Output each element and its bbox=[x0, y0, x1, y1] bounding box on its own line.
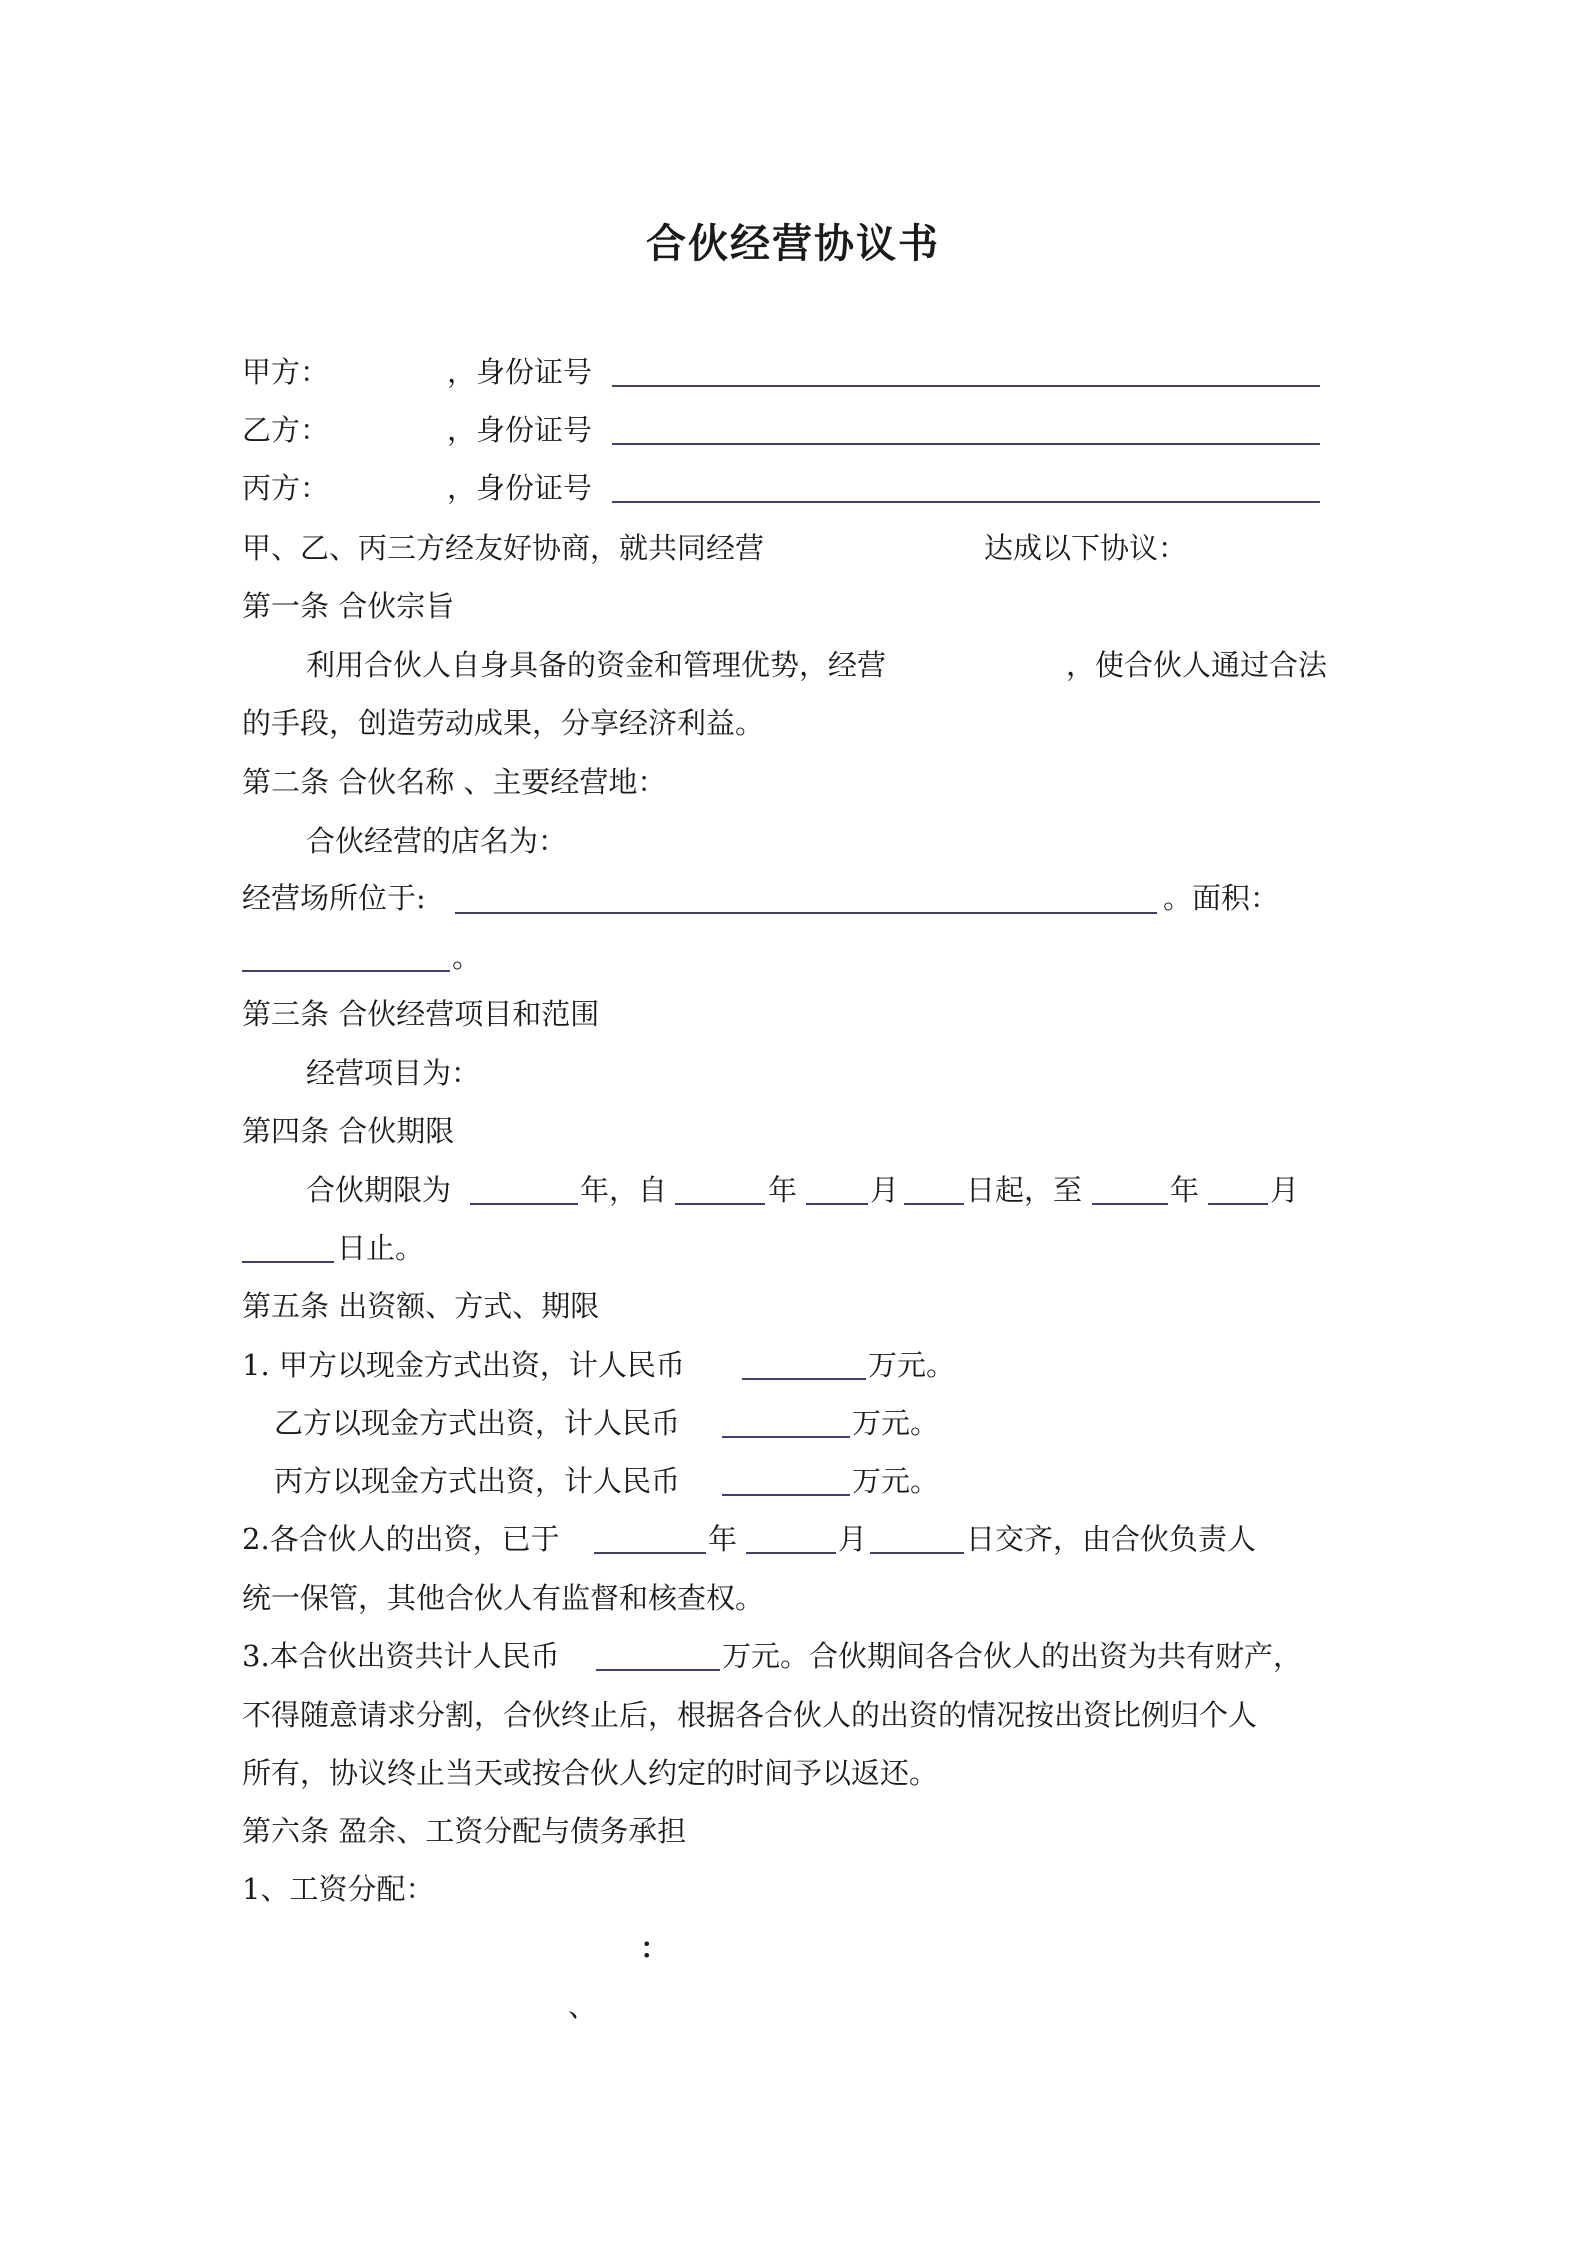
article-4-heading: 第四条 合伙期限 bbox=[242, 1114, 455, 1148]
end-month-unit: 月 bbox=[1270, 1173, 1300, 1207]
end-day-field[interactable] bbox=[242, 1261, 334, 1263]
article-1-heading: 第一条 合伙宗旨 bbox=[242, 589, 455, 623]
party-a-contribution: 1. 甲方以现金方式出资，计人民币 bbox=[242, 1348, 685, 1382]
stray-comma: 、 bbox=[568, 1989, 598, 2023]
area-label: 。面积： bbox=[1163, 881, 1280, 915]
article-3-heading: 第三条 合伙经营项目和范围 bbox=[242, 997, 600, 1031]
paid-year-field[interactable] bbox=[594, 1552, 706, 1554]
party-c-label: 丙方： bbox=[242, 471, 330, 505]
paid-line2: 统一保管，其他合伙人有监督和核查权。 bbox=[242, 1581, 765, 1615]
party-a-label: 甲方： bbox=[242, 355, 330, 389]
paid-month-field[interactable] bbox=[746, 1552, 836, 1554]
start-year-unit: 年 bbox=[768, 1173, 798, 1207]
party-c-amount-field[interactable] bbox=[722, 1494, 850, 1496]
total-line2: 不得随意请求分割，合伙终止后，根据各合伙人的出资的情况按出资比例归个人 bbox=[242, 1698, 1258, 1732]
paid-month-unit: 月 bbox=[838, 1522, 868, 1556]
paid-date-label: 2.各合伙人的出资，已于 bbox=[242, 1522, 560, 1556]
end-year-unit: 年 bbox=[1170, 1173, 1200, 1207]
start-year-field[interactable] bbox=[675, 1203, 765, 1205]
area-field[interactable] bbox=[242, 970, 450, 972]
business-items-label: 经营项目为： bbox=[306, 1056, 481, 1090]
start-day-field[interactable] bbox=[904, 1203, 964, 1205]
article-1-line1-end: ，使合伙人通过合法 bbox=[1066, 648, 1328, 682]
article-5-heading: 第五条 出资额、方式、期限 bbox=[242, 1289, 600, 1323]
article-2-heading: 第二条 合伙名称 、主要经营地： bbox=[242, 765, 667, 799]
total-amount-field[interactable] bbox=[596, 1669, 720, 1671]
party-b-label: 乙方： bbox=[242, 413, 330, 447]
paid-day-field[interactable] bbox=[870, 1552, 964, 1554]
party-b-id-field[interactable] bbox=[612, 443, 1320, 445]
wage-distribution-label: 1、工资分配： bbox=[242, 1872, 435, 1906]
paid-year-unit: 年 bbox=[708, 1522, 738, 1556]
total-label: 3.本合伙出资共计人民币 bbox=[242, 1639, 560, 1673]
party-c-unit: 万元。 bbox=[852, 1464, 940, 1498]
end-month-field[interactable] bbox=[1208, 1203, 1268, 1205]
party-a-id-label: ，身份证号 bbox=[447, 355, 593, 389]
party-c-contribution: 丙方以现金方式出资，计人民币 bbox=[274, 1464, 681, 1498]
party-b-amount-field[interactable] bbox=[722, 1436, 850, 1438]
party-b-id-label: ，身份证号 bbox=[447, 413, 593, 447]
party-a-amount-field[interactable] bbox=[742, 1378, 866, 1380]
party-c-id-label: ，身份证号 bbox=[447, 471, 593, 505]
intro-text: 甲、乙、丙三方经友好协商，就共同经营 bbox=[242, 531, 765, 565]
party-a-id-field[interactable] bbox=[612, 385, 1320, 387]
start-day-unit: 日起，至 bbox=[966, 1173, 1083, 1207]
term-years-field[interactable] bbox=[470, 1203, 578, 1205]
party-a-unit: 万元。 bbox=[868, 1348, 956, 1382]
article-6-heading: 第六条 盈余、工资分配与债务承担 bbox=[242, 1814, 687, 1848]
article-1-line1: 利用合伙人自身具备的资金和管理优势，经营 bbox=[306, 648, 887, 682]
paid-day-unit: 日交齐，由合伙负责人 bbox=[966, 1522, 1257, 1556]
end-day-unit: 日止。 bbox=[337, 1231, 425, 1265]
total-line3: 所有，协议终止当天或按合伙人约定的时间予以返还。 bbox=[242, 1756, 939, 1790]
area-end: 。 bbox=[452, 940, 482, 974]
party-b-unit: 万元。 bbox=[852, 1406, 940, 1440]
location-field[interactable] bbox=[455, 912, 1157, 914]
location-label: 经营场所位于: bbox=[242, 881, 426, 915]
document-title: 合伙经营协议书 bbox=[646, 220, 940, 267]
party-b-contribution: 乙方以现金方式出资，计人民币 bbox=[274, 1406, 681, 1440]
start-month-field[interactable] bbox=[806, 1203, 868, 1205]
store-name-label: 合伙经营的店名为： bbox=[306, 824, 568, 858]
term-label: 合伙期限为 bbox=[306, 1173, 452, 1207]
article-1-line2: 的手段，创造劳动成果，分享经济利益。 bbox=[242, 706, 765, 740]
stray-colon: ： bbox=[640, 1931, 670, 1965]
term-year-from: 年，自 bbox=[580, 1173, 668, 1207]
end-year-field[interactable] bbox=[1092, 1203, 1168, 1205]
party-c-id-field[interactable] bbox=[612, 501, 1320, 503]
total-line1-end: 万元。合伙期间各合伙人的出资为共有财产， bbox=[722, 1639, 1303, 1673]
intro-text-end: 达成以下协议： bbox=[984, 531, 1188, 565]
start-month-unit: 月 bbox=[870, 1173, 900, 1207]
